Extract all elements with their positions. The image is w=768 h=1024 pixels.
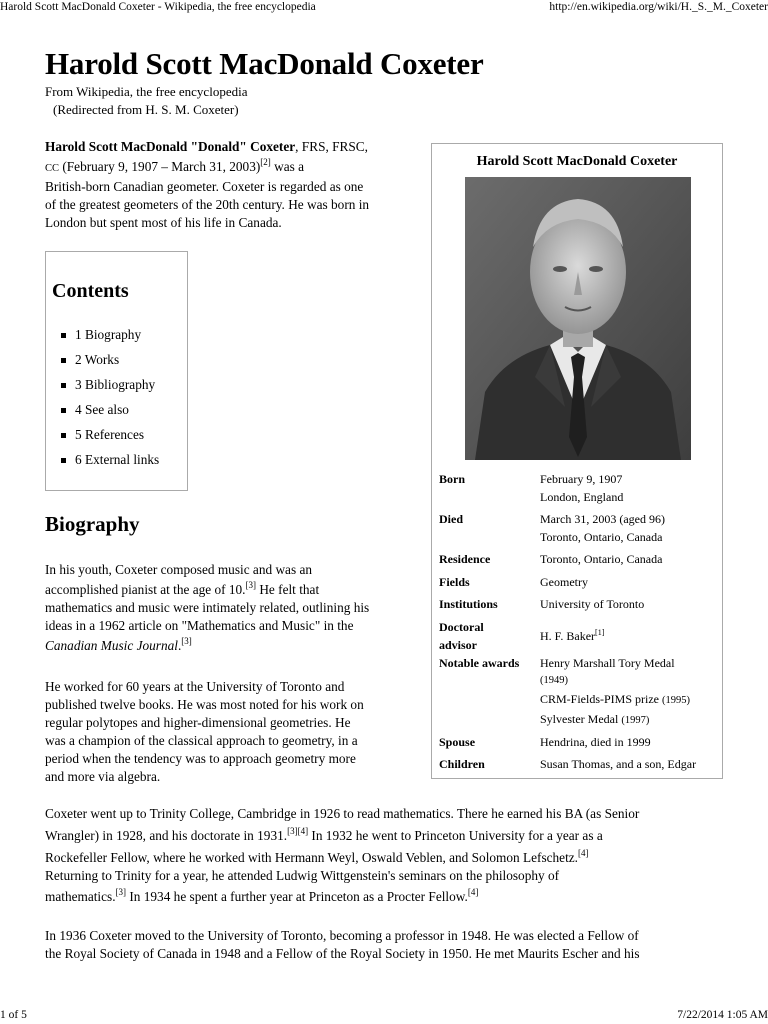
- infobox-row-children: [439, 755, 719, 773]
- infobox-row-spouse: [439, 733, 719, 751]
- infobox-label: Born: [439, 472, 466, 486]
- award-link[interactable]: Sylvester Medal: [540, 712, 619, 726]
- toc-item[interactable]: [75, 451, 159, 476]
- citation-link[interactable]: [2]: [260, 157, 271, 167]
- bio-paragraph-4: [45, 927, 725, 963]
- section-heading-biography: Biography: [45, 512, 140, 536]
- award-link[interactable]: Henry Marshall Tory Medal: [540, 656, 675, 670]
- infobox-row-born: [439, 470, 719, 506]
- citation-link[interactable]: [1]: [595, 628, 605, 637]
- print-header-url[interactable]: http://en.wikipedia.org/wiki/H._S._M._Coxeter: [549, 1, 768, 13]
- award-year: (1949): [540, 675, 568, 686]
- bio-paragraph-3: [45, 805, 725, 906]
- intro-text: London but spent most of his life in Canada.: [45, 215, 282, 230]
- bullet-icon: [61, 433, 66, 438]
- bullet-icon: [61, 333, 66, 338]
- infobox-label: advisor: [439, 638, 478, 652]
- life-dates: (February 9, 1907 – March 31, 2003): [62, 159, 261, 174]
- toc-item[interactable]: [75, 376, 159, 401]
- bullet-icon: [61, 383, 66, 388]
- subject-name: Harold Scott MacDonald "Donald" Coxeter: [45, 139, 296, 154]
- cc-abbr[interactable]: CC: [45, 163, 60, 174]
- infobox-link[interactable]: H. F. Baker: [540, 629, 596, 643]
- toc-link[interactable]: 1 Biography: [75, 327, 142, 342]
- print-header-title: Harold Scott MacDonald Coxeter - Wikipedia, the free encyclopedia: [0, 1, 316, 13]
- infobox-row-died: [439, 510, 719, 546]
- infobox-title: Harold Scott MacDonald Coxeter: [476, 154, 678, 169]
- bio-text: ideas in a 1962 article on "Mathematics and Music" in the: [45, 618, 354, 633]
- bio-text: In 1932 he went to Princeton University for a year as a: [308, 828, 603, 843]
- toc-item[interactable]: [75, 426, 159, 451]
- award-link[interactable]: CRM-Fields-PIMS prize: [540, 692, 660, 706]
- bio-text: regular polytopes and higher-dimensional geometries. He: [45, 715, 351, 730]
- toc-link[interactable]: 4 See also: [75, 402, 129, 417]
- print-footer-datetime: 7/22/2014 1:05 AM: [677, 1009, 768, 1021]
- infobox-row-fields: [439, 573, 719, 591]
- infobox-row-institutions: [439, 595, 719, 613]
- toc-item[interactable]: [75, 351, 159, 376]
- bullet-icon: [61, 408, 66, 413]
- infobox-link[interactable]: University of Toronto: [540, 597, 645, 611]
- infobox-label: Spouse: [439, 735, 476, 749]
- infobox-link[interactable]: Geometry: [540, 575, 588, 589]
- infobox-value: February 9, 1907: [540, 472, 623, 486]
- bio-text: Rockefeller Fellow, where he worked with Hermann Weyl, Oswald Veblen, and Solomon Lefschetz.: [45, 850, 578, 865]
- toc-link[interactable]: 6 External links: [75, 452, 160, 467]
- citation-link[interactable]: [3]: [287, 826, 298, 836]
- infobox-row-residence: [439, 550, 719, 568]
- citation-link[interactable]: [3]: [181, 636, 192, 646]
- toc-item[interactable]: [75, 326, 159, 351]
- post-nominals[interactable]: , FRS, FRSC,: [295, 139, 368, 154]
- award-year: (1995): [662, 695, 691, 706]
- infobox-value: March 31, 2003 (aged 96): [540, 512, 665, 526]
- infobox-label: Children: [439, 757, 485, 771]
- bio-text: the Royal Society of Canada in 1948 and a Fellow of the Royal Society in 1950. He met Maurits Escher and his: [45, 946, 640, 961]
- infobox-label: Fields: [439, 575, 470, 589]
- bio-text: He felt that: [256, 582, 320, 597]
- citation-link[interactable]: [4]: [578, 848, 589, 858]
- intro-text: was a: [270, 159, 305, 174]
- bullet-icon: [61, 458, 66, 463]
- bio-text: period when the tendency was to approach geometry more: [45, 751, 356, 766]
- infobox-row-advisor: [439, 618, 719, 654]
- redirect-note: (Redirected from H. S. M. Coxeter): [53, 102, 239, 117]
- toc-link[interactable]: 3 Bibliography: [75, 377, 156, 392]
- bio-paragraph-2: [45, 678, 420, 786]
- bio-text: Returning to Trinity for a year, he attended Ludwig Wittgenstein's seminars on the philosophy of: [45, 868, 560, 883]
- bullet-icon: [61, 358, 66, 363]
- infobox-link[interactable]: Toronto, Ontario, Canada: [540, 552, 663, 566]
- citation-link[interactable]: [3]: [115, 887, 127, 897]
- infobox-link[interactable]: London, England: [540, 490, 624, 504]
- intro-paragraph: [45, 138, 420, 232]
- bio-paragraph-1: [45, 561, 420, 655]
- citation-link[interactable]: [4]: [297, 826, 309, 836]
- bio-text: accomplished pianist at the age of 10.: [45, 582, 246, 597]
- citation-link[interactable]: [3]: [245, 580, 256, 590]
- bio-text: In 1936 Coxeter moved to the University of Toronto, becoming a professor in 1948. He was elected a Fellow of: [45, 928, 639, 943]
- bio-text: mathematics.: [45, 889, 116, 904]
- portrait-photo[interactable]: [465, 177, 691, 460]
- bio-text: He worked for 60 years at the University of Toronto and: [45, 679, 345, 694]
- infobox-label: Died: [439, 512, 463, 526]
- bio-text: published twelve books. He was most noted for his work on: [45, 697, 364, 712]
- bio-text: mathematics and music were intimately related, outlining his: [45, 600, 370, 615]
- bio-text: was a champion of the classical approach to geometry, in a: [45, 733, 358, 748]
- toc-heading: Contents: [52, 280, 129, 302]
- site-sub: From Wikipedia, the free encyclopedia: [45, 84, 248, 99]
- page-title: Harold Scott MacDonald Coxeter: [45, 46, 484, 81]
- infobox-label: Doctoral: [439, 620, 484, 634]
- print-footer-page: 1 of 5: [0, 1009, 27, 1021]
- bio-text: Wrangler) in 1928, and his doctorate in 1931.: [45, 828, 288, 843]
- infobox-value: Hendrina, died in 1999: [540, 735, 651, 749]
- bio-text: Coxeter went up to Trinity College, Cambridge in 1926 to read mathematics. There he earned his BA (as Senior: [45, 806, 640, 821]
- intro-text: British-born Canadian geometer. Coxeter is regarded as one: [45, 179, 364, 194]
- journal-link[interactable]: Canadian Music Journal: [45, 638, 178, 653]
- bio-text: In his youth, Coxeter composed music and was an: [45, 562, 312, 577]
- toc-item[interactable]: [75, 401, 159, 426]
- infobox-label: Notable awards: [439, 656, 520, 670]
- toc-link[interactable]: 5 References: [75, 427, 145, 442]
- infobox-row-awards: [439, 654, 719, 726]
- infobox-value: Susan Thomas, and a son, Edgar: [540, 757, 697, 771]
- infobox-label: Institutions: [439, 597, 498, 611]
- bio-text: .: [177, 638, 182, 653]
- intro-text: of the greatest geometers of the 20th century. He was born in: [45, 197, 370, 212]
- infobox: [431, 143, 723, 779]
- infobox-link[interactable]: Toronto, Ontario, Canada: [540, 530, 663, 544]
- table-of-contents: [45, 251, 188, 491]
- bio-text: and more via algebra.: [45, 769, 161, 784]
- bio-text: In 1934 he spent a further year at Princeton as a Procter Fellow.: [126, 889, 468, 904]
- infobox-label: Residence: [439, 552, 491, 566]
- portrait-image: [465, 177, 691, 460]
- citation-link[interactable]: [4]: [467, 887, 479, 897]
- award-year: (1997): [621, 715, 650, 726]
- toc-link[interactable]: 2 Works: [75, 352, 120, 367]
